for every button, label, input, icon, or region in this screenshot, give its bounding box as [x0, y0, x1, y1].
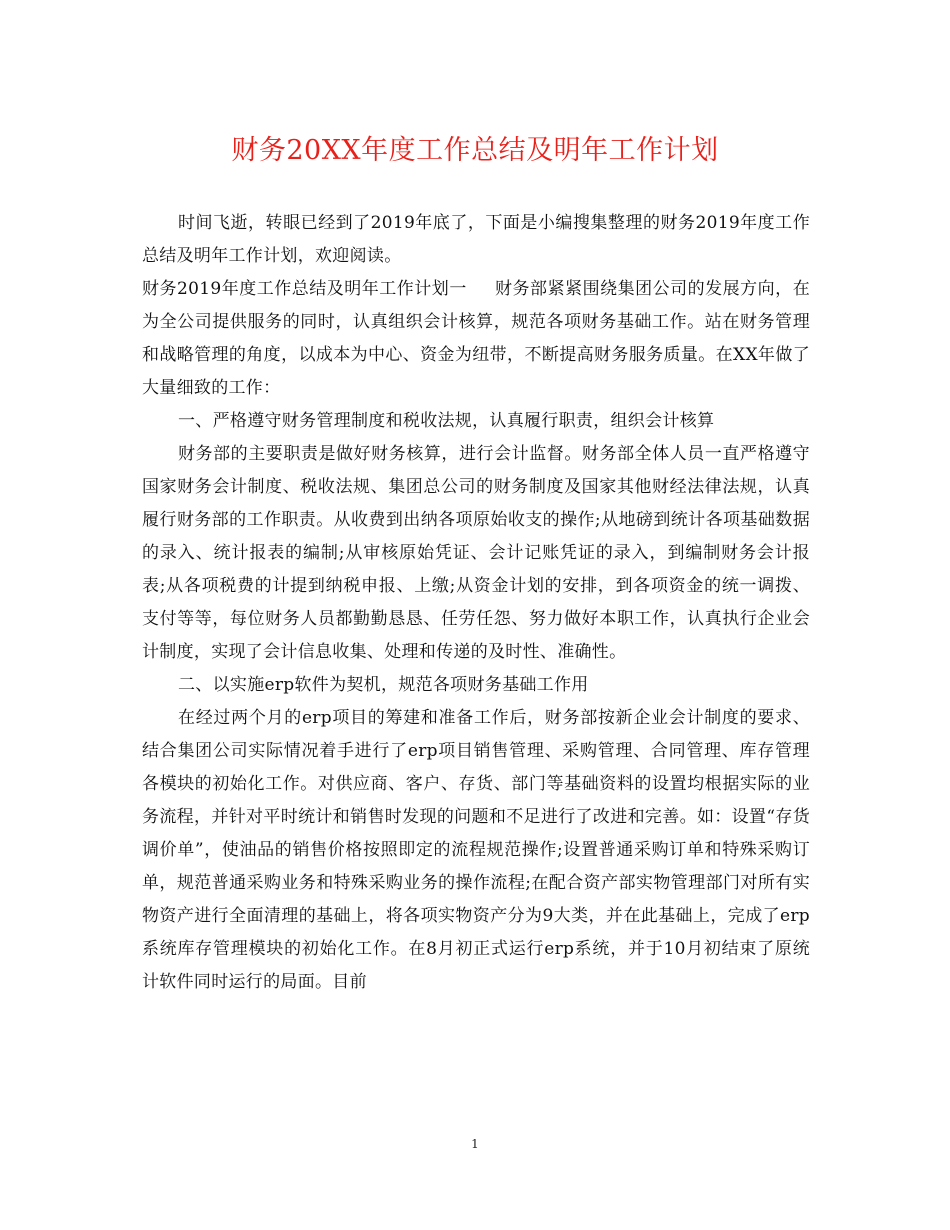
- paragraph-plan-one: [142, 273, 810, 405]
- section-heading-plan-one: 财务2019年度工作总结及明年工作计划一: [142, 279, 467, 299]
- paragraph-section-two: 在经过两个月的erp项目的筹建和准备工作后，财务部按新企业会计制度的要求、结合集团公司实际情况着手进行了erp项目销售管理、采购管理、合同管理、库存管理各模块的初始化工作。对供应商、客户、存货、部门等基础资料的设置均根据实际的业务流程，并针对平时统计和销售时发现的问题和不足进行了改进和完善。如：设置“存货调价单”，使油品的销售价格按照即定的流程规范操作;设置普通采购订单和特殊采购订单，规范普通采购业务和特殊采购业务的操作流程;在配合资产部实物管理部门对所有实物资产进行全面清理的基础上，将各项实物资产分为9大类，并在此基础上，完成了erp系统库存管理模块的初始化工作。在8月初正式运行erp系统，并于10月初结束了原统计软件同时运行的局面。目前: [142, 708, 810, 992]
- document-body: [142, 207, 810, 999]
- document-title: 财务20XX年度工作总结及明年工作计划: [231, 135, 719, 166]
- page-number: 1: [471, 1137, 479, 1151]
- paragraph-section-one: 财务部的主要职责是做好财务核算，进行会计监督。财务部全体人员一直严格遵守国家财务会计制度、税收法规、集团总公司的财务制度及国家其他财经法律法规，认真履行财务部的工作职责。从收费到出纳各项原始收支的操作;从地磅到统计各项基础数据的录入、统计报表的编制;从审核原始凭证、会计记账凭证的录入，到编制财务会计报表;从各项税费的计提到纳税申报、上缴;从资金计划的安排，到各项资金的统一调拨、支付等等，每位财务人员都勤勤恳恳、任劳任怨、努力做好本职工作，认真执行企业会计制度，实现了会计信息收集、处理和传递的及时性、准确性。: [142, 444, 810, 662]
- section-heading-two: 二、以实施erp软件为契机，规范各项财务基础工作用: [178, 675, 589, 695]
- paragraph-intro: 时间飞逝，转眼已经到了2019年底了，下面是小编搜集整理的财务2019年度工作总结及明年工作计划，欢迎阅读。: [142, 213, 810, 266]
- paragraph-plan-one-text: 财务部紧紧围绕集团公司的发展方向，在为全公司提供服务的同时，认真组织会计核算，规范各项财务基础工作。站在财务管理和战略管理的角度，以成本为中心、资金为纽带，不断提高财务服务质量。在XX年做了大量细致的工作：: [142, 279, 810, 398]
- section-heading-one: 一、严格遵守财务管理制度和税收法规，认真履行职责，组织会计核算: [178, 411, 715, 431]
